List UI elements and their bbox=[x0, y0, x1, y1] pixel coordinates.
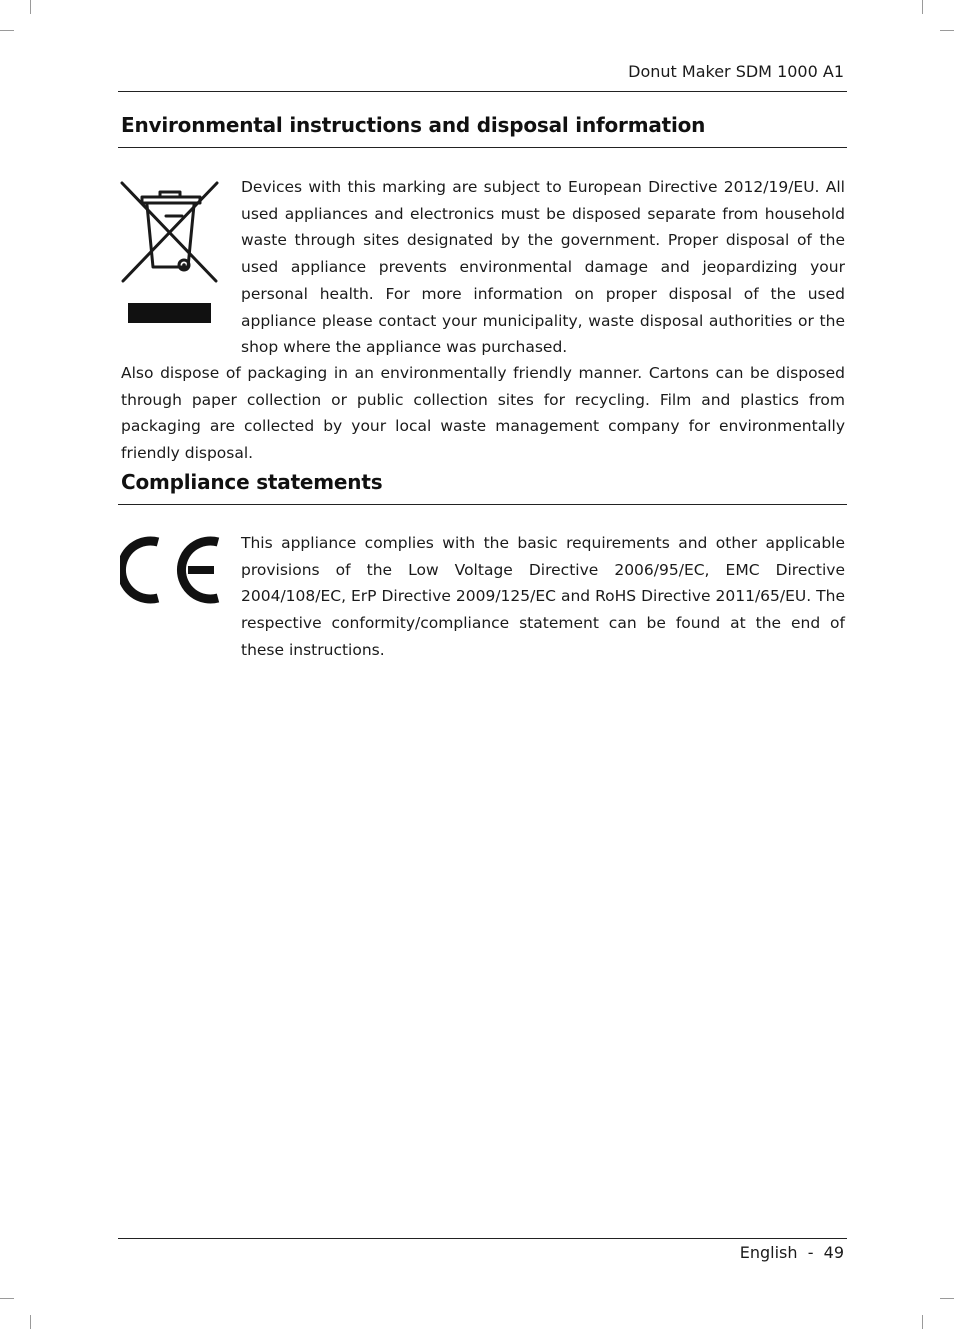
crop-mark bbox=[0, 1298, 14, 1299]
header-rule bbox=[118, 91, 847, 92]
crop-mark bbox=[922, 0, 923, 14]
ce-mark-icon bbox=[120, 534, 220, 606]
footer-page-label: English - 49 bbox=[739, 1243, 844, 1262]
weee-crossed-out-wheelie-bin-icon bbox=[120, 181, 220, 326]
section-heading-compliance: Compliance statements bbox=[121, 470, 383, 494]
weee-disposal-paragraph: Devices with this marking are subject to European Directive 2012/19/EU. All used appliances and electronics must be disposed separate from household waste through sites designated by the government. Proper disposal of the used appliance prevents environmental damage and jeopardizing your personal health. For more information on proper disposal of the used appliance please contact your municipality, waste disposal authorities or the shop where the appliance was purchased. bbox=[241, 178, 845, 357]
section-rule bbox=[118, 504, 847, 505]
running-header-title: Donut Maker SDM 1000 A1 bbox=[628, 62, 844, 81]
crop-mark bbox=[922, 1315, 923, 1329]
crop-mark bbox=[30, 0, 31, 14]
crop-mark bbox=[940, 1298, 954, 1299]
crop-mark bbox=[0, 30, 14, 31]
section-heading-environmental: Environmental instructions and disposal information bbox=[121, 113, 706, 137]
crop-mark bbox=[30, 1315, 31, 1329]
compliance-paragraph: This appliance complies with the basic requirements and other applicable provisions of the Low Voltage Directive 2006/95/EC, EMC Directive 2004/108/EC, ErP Directive 2009/125/EC and RoHS Directive 2011/65/EU. The respective conformity/compliance statement can be found at the end of these instructions. bbox=[241, 534, 845, 659]
packaging-disposal-paragraph: Also dispose of packaging in an environmentally friendly manner. Cartons can be disposed through paper collection or public collection sites for recycling. Film and plastics from packaging are collected by your local waste management company for environmentally friendly disposal. bbox=[121, 364, 845, 463]
footer-rule bbox=[118, 1238, 847, 1239]
crop-mark bbox=[940, 30, 954, 31]
section-rule bbox=[118, 147, 847, 148]
